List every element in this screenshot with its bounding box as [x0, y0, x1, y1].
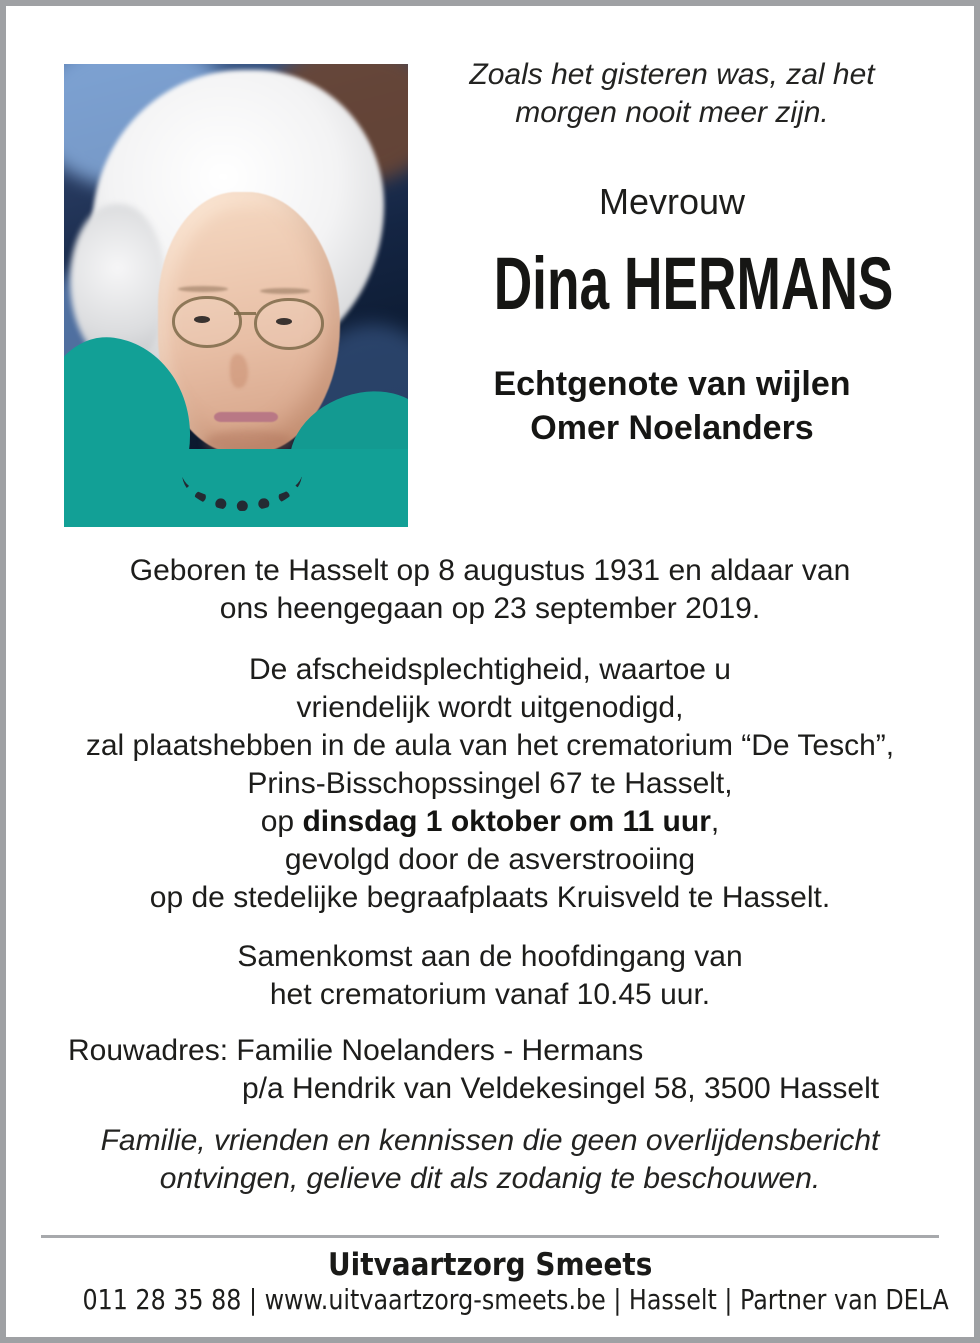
ceremony-line-5	[6, 803, 974, 841]
birth-death-paragraph	[6, 552, 974, 628]
mourning-address-line-2: p/a Hendrik van Veldekesingel 58, 3500 Hasselt	[242, 1072, 880, 1105]
funeral-home-contact-text: 011 28 35 88 | www.uitvaartzorg-smeets.be | Hasselt | Partner van DELA	[82, 1283, 949, 1316]
ceremony-line-4: Prins-Bisschopssingel 67 te Hasselt,	[247, 767, 733, 800]
birth-death-line-1: Geboren te Hasselt op 8 augustus 1931 en aldaar van	[129, 554, 851, 587]
notice-line-2: ontvingen, gelieve dit als zodanig te beschouwen.	[159, 1162, 821, 1195]
gathering-line-2: het crematorium vanaf 10.45 uur.	[269, 978, 711, 1011]
mourning-address-label: Rouwadres:	[68, 1034, 229, 1067]
ceremony-paragraph	[6, 651, 974, 917]
photo-nose	[230, 354, 248, 388]
photo-eye-left	[194, 316, 210, 323]
mourning-address-line-1	[68, 1032, 879, 1070]
funeral-home-name-text: Uitvaartzorg Smeets	[327, 1247, 653, 1283]
gathering-paragraph	[6, 938, 974, 1014]
photo-mouth	[214, 412, 278, 422]
ceremony-line-5-prefix: op	[260, 805, 303, 838]
notice-line-1: Familie, vrienden en kennissen die geen overlijdensbericht	[100, 1124, 880, 1157]
ceremony-line-1: De afscheidsplechtigheid, waartoe u	[249, 653, 731, 686]
epigraph	[416, 56, 928, 132]
salutation: Mevrouw	[598, 181, 746, 222]
epigraph-line-1: Zoals het gisteren was, zal het	[469, 58, 875, 91]
portrait-photo	[64, 64, 408, 527]
ceremony-line-3: zal plaatshebben in de aula van het crematorium “De Tesch”,	[85, 729, 895, 762]
spouse-line-1: Echtgenote van wijlen	[493, 365, 851, 403]
birth-death-line-2: ons heengegaan op 23 september 2019.	[219, 592, 761, 625]
ceremony-line-5-suffix: ,	[710, 805, 720, 838]
photo-glasses-bridge	[234, 312, 256, 315]
funeral-home-contact	[6, 1283, 974, 1317]
photo-necklace	[182, 436, 302, 511]
ceremony-line-6: gevolgd door de asverstrooiing	[284, 843, 696, 876]
photo-eyebrow-left	[178, 286, 228, 292]
deceased-name-text: Dina HERMANS	[493, 242, 894, 325]
epigraph-line-2: morgen nooit meer zijn.	[515, 96, 829, 129]
notice-paragraph	[6, 1122, 974, 1198]
mourning-address	[68, 1032, 879, 1108]
gathering-line-1: Samenkomst aan de hoofdingang van	[237, 940, 743, 973]
mourning-address-family: Familie Noelanders - Hermans	[236, 1034, 644, 1067]
photo-eye-right	[276, 318, 292, 325]
spouse-line-2: Omer Noelanders	[530, 409, 814, 447]
deceased-name	[416, 244, 928, 345]
ceremony-datetime: dinsdag 1 oktober om 11 uur	[302, 805, 711, 838]
ceremony-line-7: op de stedelijke begraafplaats Kruisveld te Hasselt.	[149, 881, 831, 914]
photo-eyebrow-right	[260, 288, 310, 294]
spouse-block	[416, 362, 928, 450]
funeral-home-name	[6, 1247, 974, 1283]
footer-divider	[41, 1235, 939, 1238]
ceremony-line-2: vriendelijk wordt uitgenodigd,	[296, 691, 684, 724]
